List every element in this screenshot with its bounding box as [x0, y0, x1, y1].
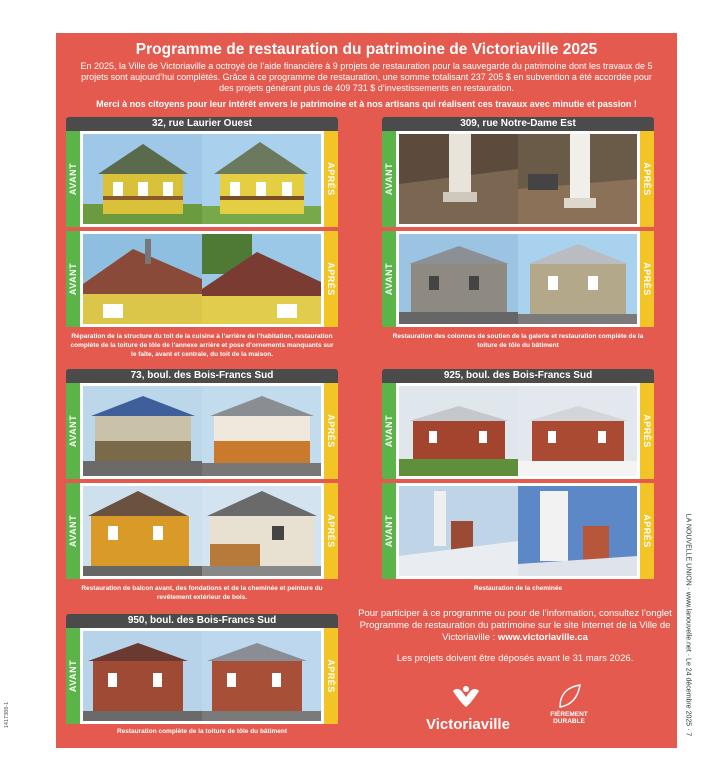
project-caption: Réparation de la structure du toit de la cuisine à l’arrière de l’habitation, restauration complète de la toiture de tôle de l’annexe arrière et pose d’ornements manquants sur le faîte, avant et centrale, du toit de la maison.: [70, 333, 334, 358]
apres-tag: APRÈS: [640, 131, 654, 227]
photo-row: [66, 383, 338, 479]
avant-tag: AVANT: [66, 383, 80, 479]
photo-row: [382, 483, 654, 579]
before-photo: [83, 234, 202, 324]
avant-tag: AVANT: [382, 483, 396, 579]
cta-url-link[interactable]: www.victoriaville.ca: [497, 632, 588, 643]
project-address: 73, boul. des Bois-Francs Sud: [66, 369, 338, 383]
project-address: 309, rue Notre-Dame Est: [382, 117, 654, 131]
apres-tag: APRÈS: [324, 628, 338, 724]
apres-tag: APRÈS: [324, 483, 338, 579]
project-address: 950, boul. des Bois-Francs Sud: [66, 614, 338, 628]
after-photo: [518, 234, 637, 324]
project-caption: Restauration de balcon avant, des fondations et de la cheminée et peinture du revêtement extérieur de bois.: [81, 585, 323, 601]
project-address: 925, boul. des Bois-Francs Sud: [382, 369, 654, 383]
ad-title: Programme de restauration du patrimoine de Victoriaville 2025: [135, 41, 598, 58]
before-photo: [83, 134, 202, 224]
before-photo: [399, 234, 518, 324]
apres-tag: APRÈS: [640, 231, 654, 327]
logo-icon: [451, 683, 481, 709]
logo-text: Victoriaville: [426, 716, 510, 733]
photo-row: [66, 628, 338, 724]
project-card: [66, 614, 338, 744]
project-card: [382, 369, 654, 609]
apres-tag: APRÈS: [324, 383, 338, 479]
ad-code: 1417388-1: [4, 701, 10, 729]
before-photo: [83, 486, 202, 576]
before-photo: [83, 386, 202, 476]
before-photo: [399, 386, 518, 476]
avant-tag: AVANT: [66, 231, 80, 327]
thanks-text: Merci à nos citoyens pour leur intérêt envers le patrimoine et à nos artisans qui réalisent ces travaux avec minutie et passion !: [96, 99, 637, 109]
fierement-durable-logo: [534, 683, 604, 725]
photo-row: [382, 383, 654, 479]
apres-tag: APRÈS: [640, 383, 654, 479]
apres-tag: APRÈS: [640, 483, 654, 579]
after-photo: [518, 386, 637, 476]
apres-tag: APRÈS: [324, 231, 338, 327]
project-caption: Restauration complète de la toiture de tôle du bâtiment: [116, 728, 288, 735]
fierement-text: FIÈREMENT DURABLE: [550, 711, 588, 725]
project-caption: Restauration de la cheminée: [473, 585, 563, 592]
victoriaville-logo: [426, 683, 510, 733]
before-photo: [399, 486, 518, 576]
project-address: 32, rue Laurier Ouest: [66, 117, 338, 131]
photo-row: [66, 231, 338, 327]
avant-tag: AVANT: [382, 383, 396, 479]
intro-text: En 2025, la Ville de Victoriaville a octroyé de l’aide financière à 9 projets de restauration pour la sauvegarde du patrimoine dont les travaux de 5 projets sont aujourd’hui complétés. Grâce à ce programme de restauration, une somme totalisant 237 205 $ en subvention a été accordée pour des projets générant plus de 409 731 $ d’investissements en restauration.: [80, 61, 653, 93]
cta-body: Pour participer à ce programme ou pour de l’information, consultez l’onglet Programme de restauration du patrimoine sur le site Internet de la Ville de Victoriaville :: [358, 608, 672, 643]
after-photo: [518, 486, 637, 576]
after-photo: [202, 134, 321, 224]
avant-tag: AVANT: [66, 628, 80, 724]
photo-row: [66, 483, 338, 579]
avant-tag: AVANT: [66, 131, 80, 227]
avant-tag: AVANT: [66, 483, 80, 579]
photo-row: [382, 131, 654, 227]
advertisement: [56, 33, 677, 748]
photo-row: [66, 131, 338, 227]
avant-tag: AVANT: [382, 131, 396, 227]
after-photo: [202, 386, 321, 476]
leaf-icon: [554, 683, 584, 709]
after-photo: [202, 486, 321, 576]
newspaper-footer: LA NOUVELLE UNION · www.lanouvelle.net · Le 24 décembre 2025 · 7: [684, 513, 692, 737]
before-photo: [83, 631, 202, 721]
after-photo: [518, 134, 637, 224]
project-card: [66, 369, 338, 609]
before-photo: [399, 134, 518, 224]
apres-tag: APRÈS: [324, 131, 338, 227]
project-card: [382, 117, 654, 367]
project-card: [66, 117, 338, 367]
photo-row: [382, 231, 654, 327]
deadline-text: Les projets doivent être déposés avant le 31 mars 2026.: [396, 653, 634, 664]
project-caption: Restauration des colonnes de soutien de la galerie et restauration complète de la toiture de tôle du bâtiment: [392, 333, 644, 349]
after-photo: [202, 631, 321, 721]
cta-text: [356, 608, 674, 644]
after-photo: [202, 234, 321, 324]
avant-tag: AVANT: [382, 231, 396, 327]
